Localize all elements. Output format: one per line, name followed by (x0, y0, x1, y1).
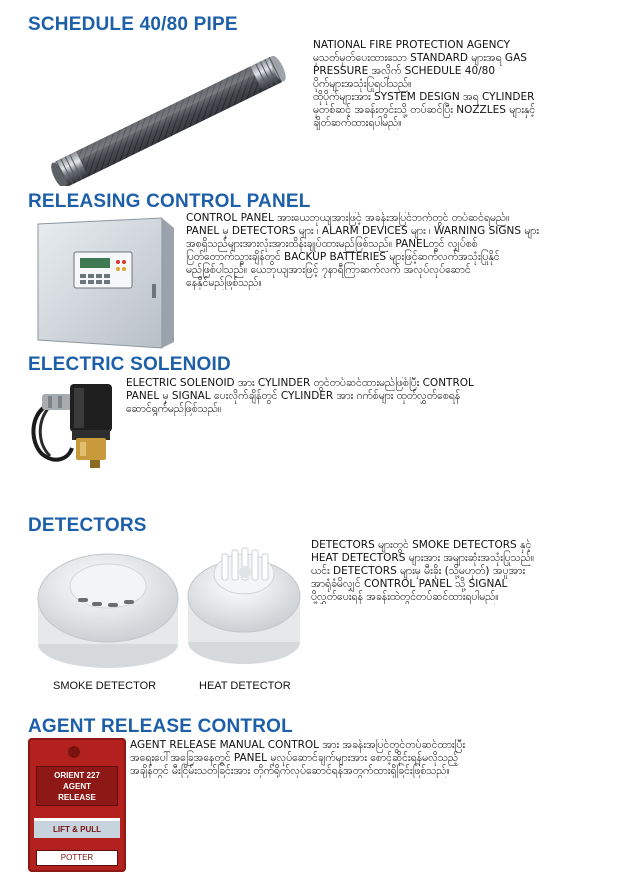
schedule-pipe-image (38, 56, 298, 186)
control-panel-description: CONTROL PANEL အားယေဘုယျအားဖြင့် အခန်းအပြင်ဘက်တွင် တပ်ဆင်ရမည်။ PANEL မှ DETECTORS များ ၊ ALARM DEVICES များ ၊ WARNING SIGNS များ အစရှိသည်များအားလုံးအားထိန်းချုပ်ထားမည်ဖြစ်သည်။ PANELတွင် လျှပ်စစ် ပြတ်တောက်သွားချိန်တွင် BACKUP BATTERIES များဖြင့်ဆက်လက်အသုံးပြုနိုင် မည်ဖြစ်ပါသည်။ ယေဘုယျအားဖြင့် ၇နာရီကြာဆက်လက် အလုပ်လုပ်ဆောင် နေနိုင်မည်ဖြစ်သည်။ (186, 212, 539, 289)
heat-detector-image (184, 534, 302, 674)
station-keyhole-icon (68, 746, 80, 758)
control-panel-heading: RELEASING CONTROL PANEL (28, 191, 311, 212)
station-brand-label: POTTER (36, 850, 118, 866)
detectors-heading: DETECTORS (28, 515, 147, 536)
smoke-detector-caption: SMOKE DETECTOR (53, 680, 157, 692)
agent-release-heading: AGENT RELEASE CONTROL (28, 716, 293, 737)
solenoid-image (28, 372, 124, 474)
station-pull-handle: LIFT & PULL (34, 818, 120, 838)
detectors-description: DETECTORS များတွင် SMOKE DETECTORS နှင့် HEAT DETECTORS များအား အများဆုံးအသုံးပြုသည်။ ယင်း DETECTORS များမှ မီးခိုး (သို့မဟုတ်) အပူအား အာရုံခံမိလျှင် CONTROL PANEL သို့ SIGNAL ပို့လွှတ်ပေးရန် အခန်းထဲတွင်တပ်ဆင်ထားရပါမည်။ (311, 539, 535, 603)
solenoid-description: ELECTRIC SOLENOID အား CYLINDER တွင်တပ်ဆင်ထားမည်ဖြစ်ပြီး CONTROL PANEL မှ SIGNAL ပေးလိုက်ချိန်တွင် CYLINDER အား ဂက်စ်များ ထုတ်လွှတ်စေရန် ဆောင်ရွက်မည်ဖြစ်သည်။ (126, 377, 474, 415)
control-panel-image (32, 214, 180, 350)
station-label-plate (36, 766, 118, 806)
station-agent-label: AGENT (63, 782, 91, 791)
station-release-label: RELEASE (58, 793, 96, 802)
agent-release-description: AGENT RELEASE MANUAL CONTROL အား အခန်းအပြင်တွင်တပ်ဆင်ထားပြီး အရေးပေါ်အခြေအနေတွင် PANEL မှလုပ်ဆောင်ချက်များအား စောင့်ဆိုင်းရန်မလိုသည့် အချိန်တွင် မီးငြိမ်းသတ်ခြင်းအား တိုက်ရိုက်လုပ်ဆောင်ရန်အတွက်ထားရှိခြင်းဖြစ်သည်။ (130, 739, 465, 777)
solenoid-heading: ELECTRIC SOLENOID (28, 354, 231, 375)
pipe-heading: SCHEDULE 40/80 PIPE (28, 14, 238, 35)
station-model-label: ORIENT 227 (54, 771, 100, 780)
smoke-detector-image (34, 540, 182, 674)
pipe-description: NATIONAL FIRE PROTECTION AGENCY မှသတ်မှတ်ပေးထားသော STANDARD များအရ GAS PRESSURE အလိုက် SCHEDULE 40/80 ပိုက်များအသုံးပြုရပါသည်။ ထိုပိုက်များအား SYSTEM DESIGN အရ CYLINDER မှတစ်ဆင့် အခန်းတွင်းသို့ တပ်ဆင်ပြီး NOZZLES များနှင့် ချိတ်ဆက်ထားရပါမည်။ (313, 39, 536, 129)
agent-release-station-image (28, 738, 126, 872)
heat-detector-caption: HEAT DETECTOR (199, 680, 291, 692)
